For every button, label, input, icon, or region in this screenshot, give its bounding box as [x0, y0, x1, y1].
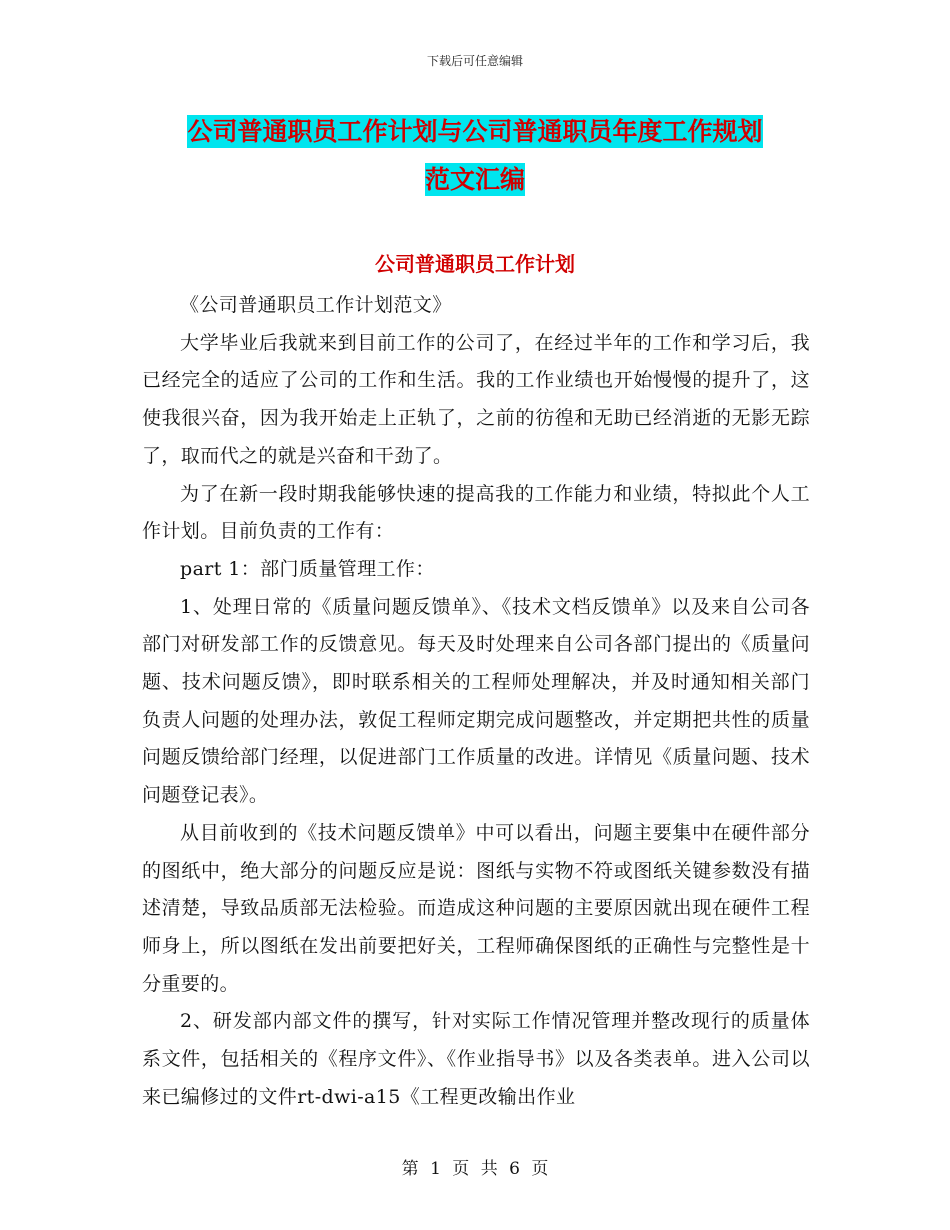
paragraph: 从目前收到的《技术问题反馈单》中可以看出，问题主要集中在硬件部分的图纸中，绝大部分的问题反应是说：图纸与实物不符或图纸关键参数没有描述清楚，导致品质部无法检验。而造成这种问题的主要原因就出现在硬件工程师身上，所以图纸在发出前要把好关，工程师确保图纸的正确性与完整性是十分重要的。 — [142, 821, 810, 995]
document-title-line1: 公司普通职员工作计划与公司普通职员年度工作规划 — [187, 117, 763, 146]
page-header-note: 下载后可任意编辑 — [426, 54, 523, 68]
page-number: 第 1 页 共 6 页 — [401, 1159, 549, 1179]
section-title: 公司普通职员工作计划 — [375, 252, 575, 276]
document-body — [142, 287, 810, 1116]
paragraph: 1、处理日常的《质量问题反馈单》、《技术文档反馈单》以及来自公司各部门对研发部工作的反馈意见。每天及时处理来自公司各部门提出的《质量问题、技术问题反馈》，即时联系相关的工程师处理解决，并及时通知相关部门负责人问题的处理办法，敦促工程师定期完成问题整改，并定期把共性的质量问题反馈给部门经理，以促进部门工作质量的改进。详情见《质量问题、技术问题登记表》。 — [142, 595, 810, 807]
document-title — [140, 108, 810, 204]
paragraph: 大学毕业后我就来到目前工作的公司了，在经过半年的工作和学习后，我已经完全的适应了公司的工作和生活。我的工作业绩也开始慢慢的提升了，这使我很兴奋，因为我开始走上正轨了，之前的彷徨和无助已经消逝的无影无踪了，取而代之的就是兴奋和干劲了。 — [142, 331, 810, 467]
paragraph: part 1：部门质量管理工作： — [180, 557, 435, 580]
paragraph: 《公司普通职员工作计划范文》 — [180, 294, 452, 316]
paragraph: 2、研发部内部文件的撰写，针对实际工作情况管理并整改现行的质量体系文件，包括相关的《程序文件》、《作业指导书》以及各类表单。进入公司以来已编修过的文件rt-dwi-a15《工程更改输出作业 — [142, 1010, 810, 1108]
document-title-line2: 范文汇编 — [424, 165, 525, 194]
paragraph: 为了在新一段时期我能够快速的提高我的工作能力和业绩，特拟此个人工作计划。目前负责的工作有： — [142, 482, 810, 543]
